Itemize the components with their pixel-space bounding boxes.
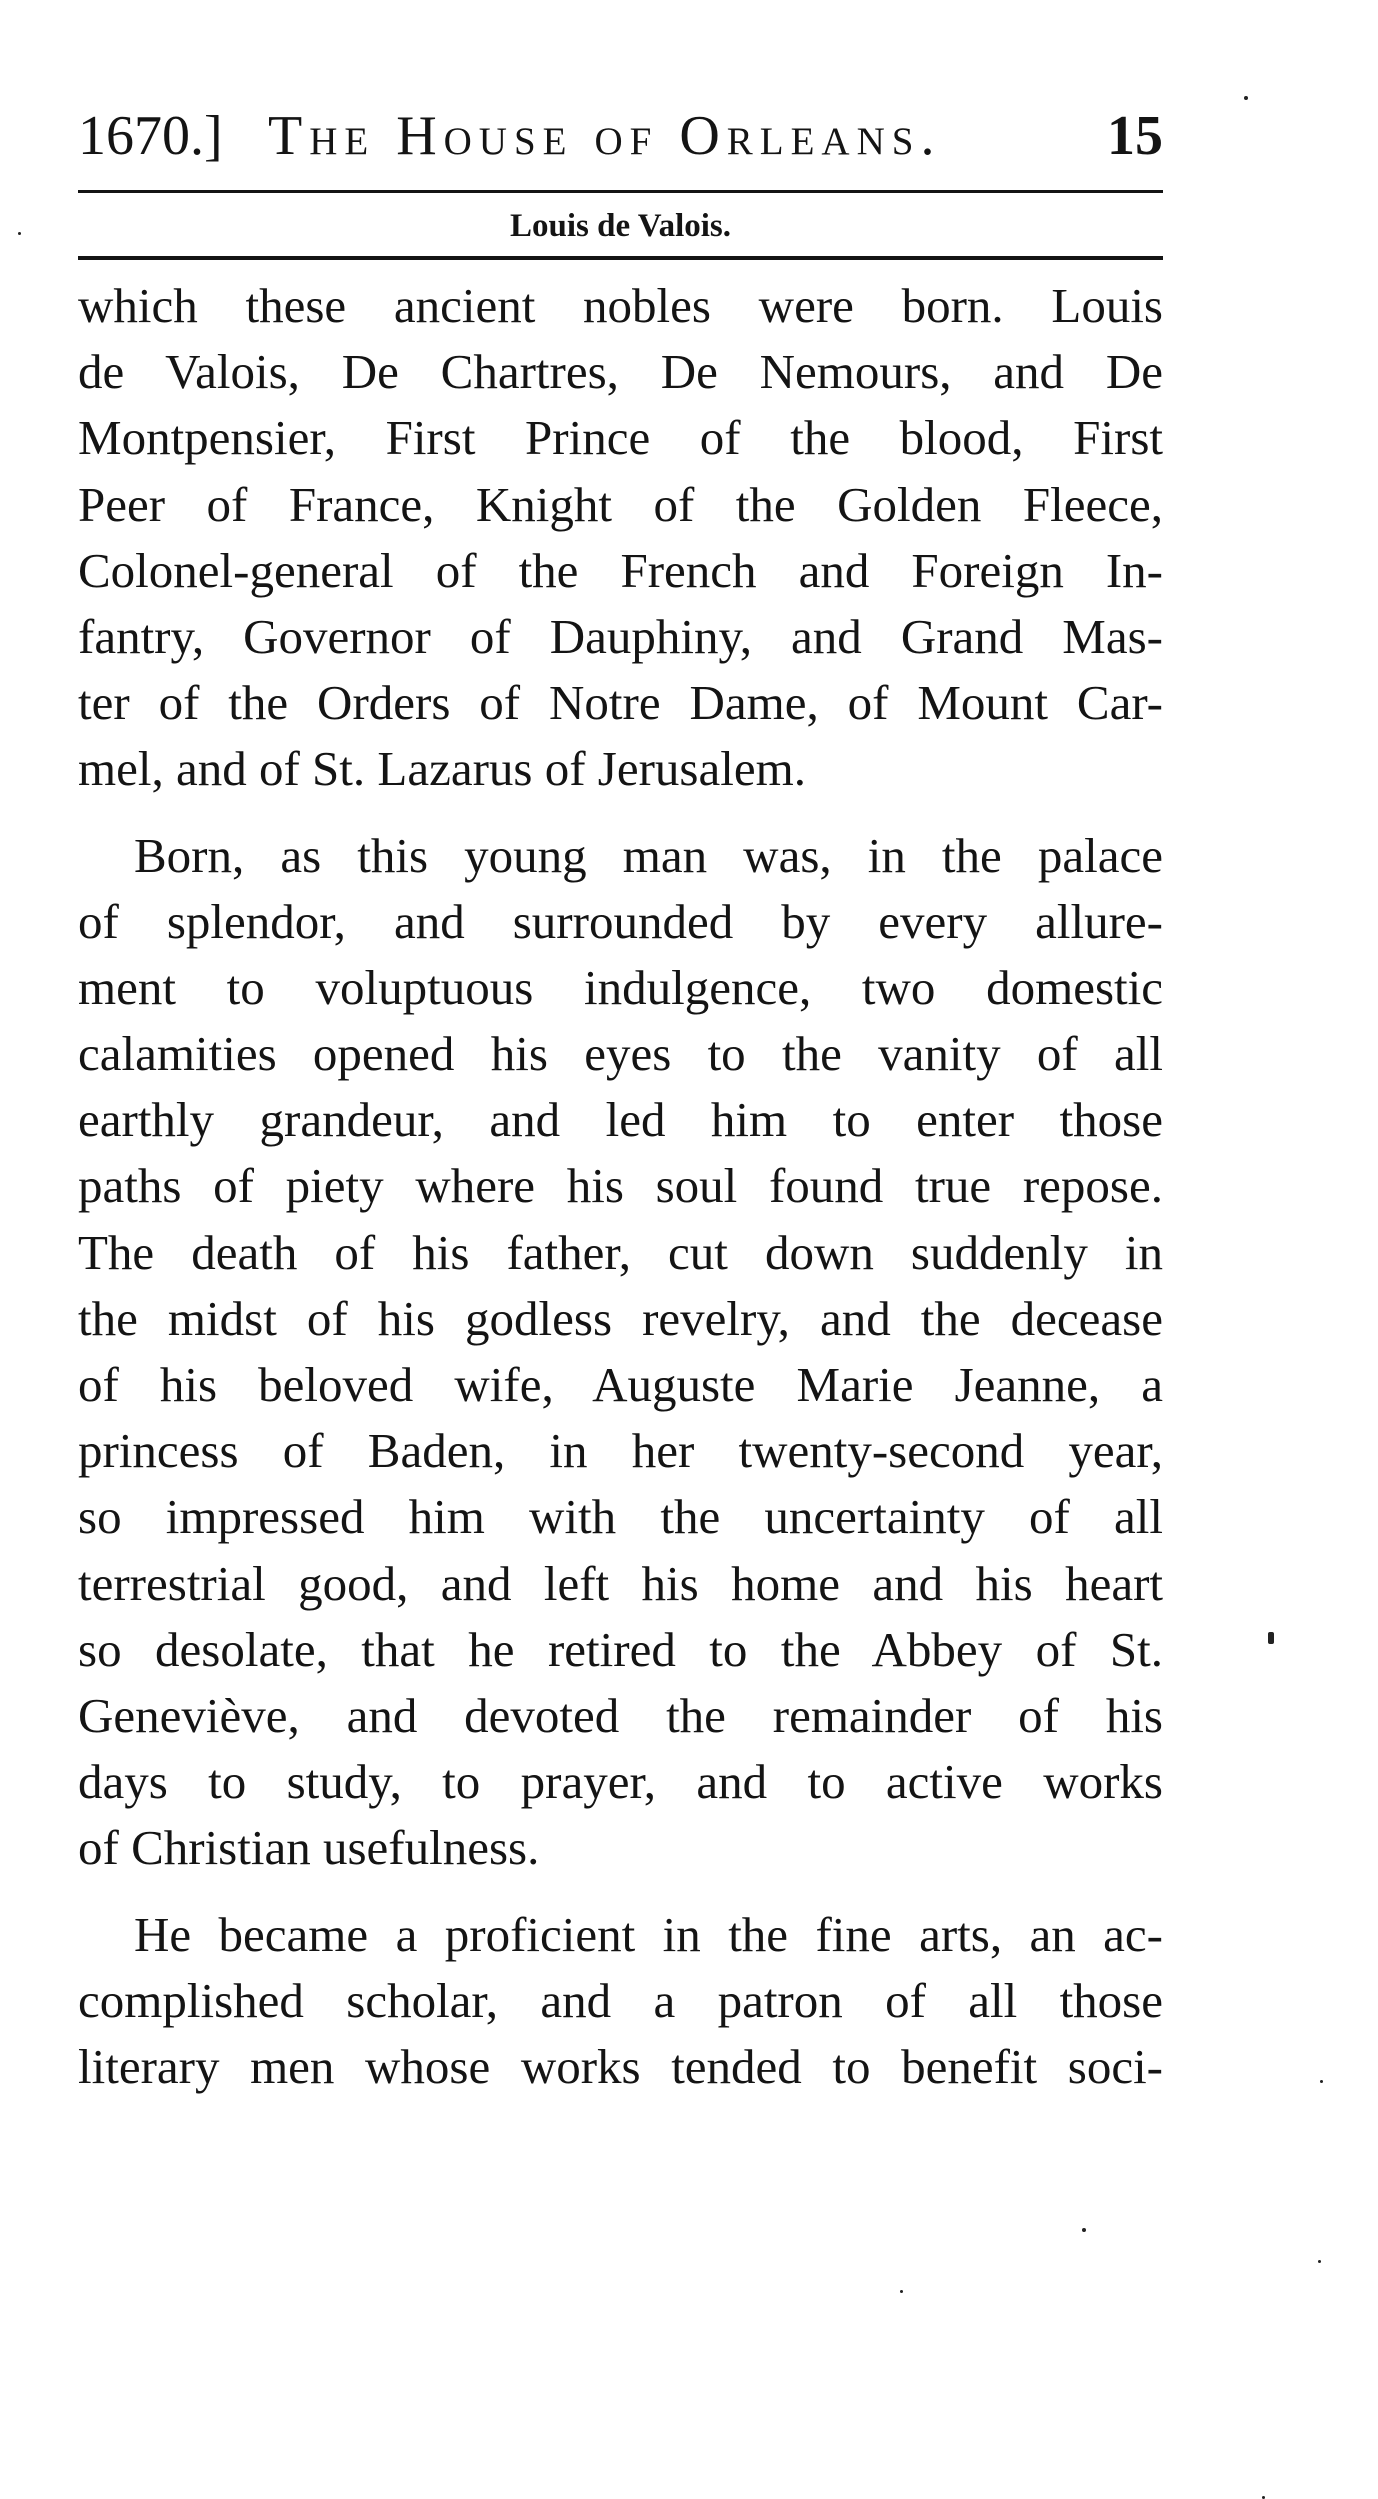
ink-speck [18, 232, 21, 235]
text-line: fantry, Governor of Dauphiny, and Grand Mas- [78, 608, 1163, 664]
text-line: which these ancient nobles were born. Louis [78, 278, 1163, 333]
page-number: 15 [1107, 105, 1163, 167]
ink-speck [1320, 2080, 1323, 2083]
paragraph-gap [78, 803, 1163, 823]
text-line: the midst of his godless revelry, and the decease [78, 1290, 1163, 1346]
body-text [78, 273, 1163, 2100]
header-rule-bottom [78, 256, 1163, 260]
ink-speck [1082, 2228, 1086, 2232]
text-line: Peer of France, Knight of the Golden Fleece, [78, 476, 1163, 532]
text-line: days to study, to prayer, and to active works [78, 1754, 1163, 1810]
header-rule-top [78, 190, 1163, 193]
text-line: of Christian usefulness. [78, 1820, 540, 1876]
ink-speck [900, 2290, 903, 2293]
text-line: de Valois, De Chartres, De Nemours, and De [78, 344, 1163, 400]
text-line: Born, as this young man was, in the palace [134, 827, 1163, 883]
text-line: literary men whose works tended to benefit soci- [78, 2038, 1163, 2094]
text-line: princess of Baden, in her twenty-second year, [78, 1423, 1163, 1479]
text-line: terrestrial good, and left his home and his heart [78, 1555, 1163, 1611]
running-subtitle: Louis de Valois. [509, 208, 731, 244]
text-line: of his beloved wife, Auguste Marie Jeanne, a [78, 1357, 1163, 1412]
paragraph-2 [78, 823, 1163, 1882]
text-line: of splendor, and surrounded by every allure- [78, 893, 1163, 949]
text-line: paths of piety where his soul found true repose. [78, 1158, 1163, 1214]
text-line: so impressed him with the uncertainty of all [78, 1489, 1163, 1545]
text-line: so desolate, that he retired to the Abbey of St. [78, 1621, 1163, 1677]
text-line: Geneviève, and devoted the remainder of his [78, 1687, 1163, 1743]
paragraph-3 [78, 1902, 1163, 2101]
header-year: 1670.] [78, 105, 223, 167]
paragraph-1 [78, 273, 1163, 803]
text-line: calamities opened his eyes to the vanity of all [78, 1026, 1163, 1082]
text-line: Colonel-general of the French and Foreign In- [78, 542, 1163, 598]
running-head [78, 100, 1163, 172]
text-line: ter of the Orders of Notre Dame, of Mount Car- [78, 675, 1163, 731]
header-title: The House of Orleans. [268, 105, 942, 167]
text-line: Montpensier, First Prince of the blood, First [78, 410, 1163, 466]
ink-speck [1244, 96, 1248, 100]
ink-speck [1318, 2260, 1321, 2263]
text-line: mel, and of St. Lazarus of Jerusalem. [78, 741, 806, 797]
ink-speck [1268, 1632, 1274, 1644]
text-line: complished scholar, and a patron of all those [78, 1972, 1163, 2028]
text-line: earthly grandeur, and led him to enter those [78, 1092, 1163, 1148]
text-line: He became a proficient in the fine arts, an ac- [134, 1906, 1163, 1962]
text-line: The death of his father, cut down suddenly in [78, 1224, 1163, 1280]
text-line: ment to voluptuous indulgence, two domestic [78, 959, 1163, 1015]
paragraph-gap [78, 1882, 1163, 1902]
